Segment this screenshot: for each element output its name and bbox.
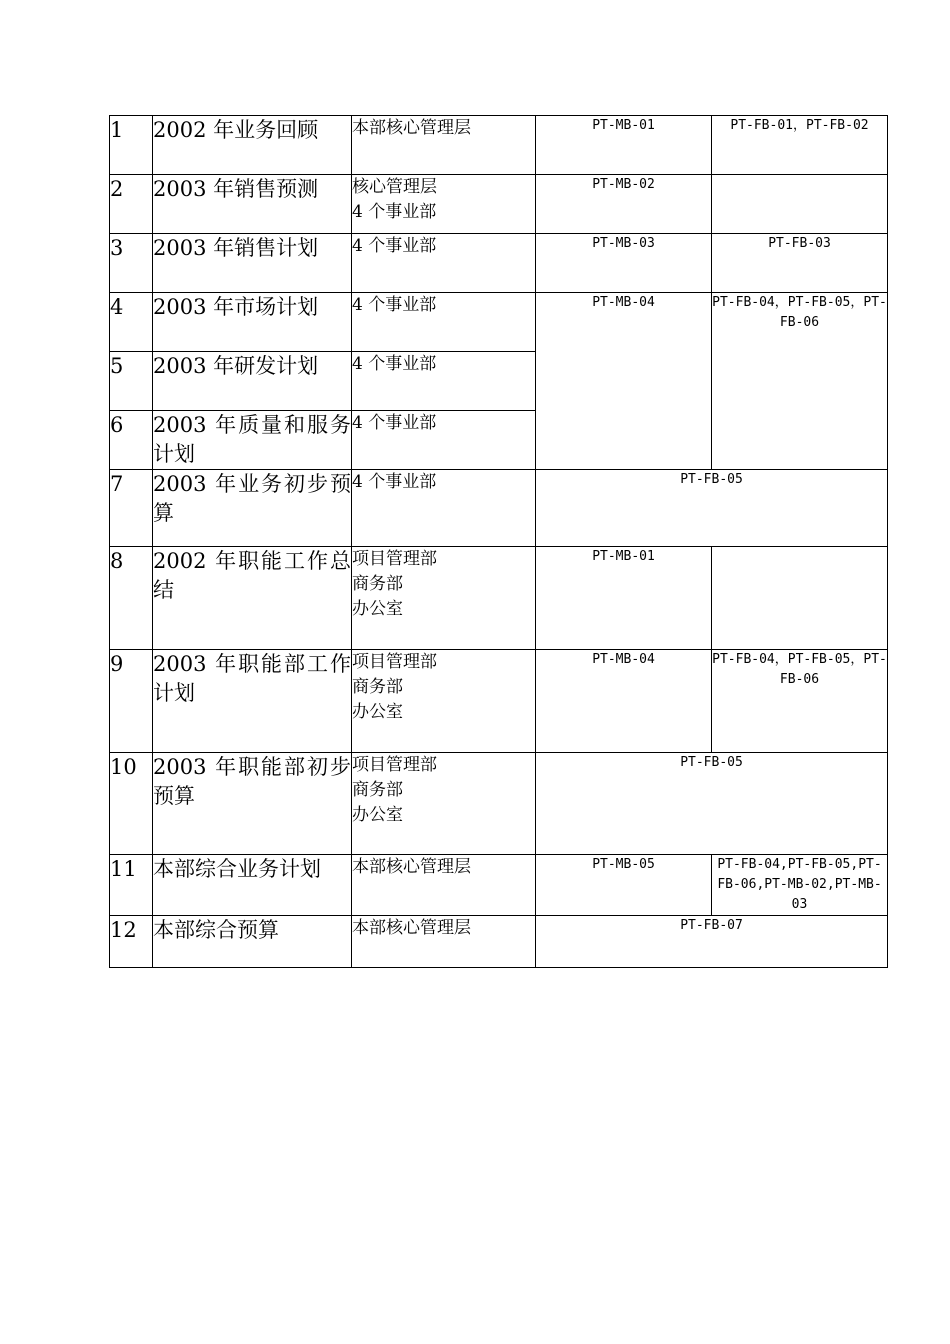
mb-code: PT-MB-04 bbox=[536, 293, 712, 470]
row-number: 7 bbox=[110, 470, 153, 547]
department-name: 4 个事业部 bbox=[352, 354, 437, 374]
department-name: 办公室 bbox=[352, 599, 403, 619]
department-cell bbox=[352, 411, 536, 470]
row-number: 10 bbox=[110, 753, 153, 855]
item-name: 2003 年业务初步预算 bbox=[153, 470, 352, 547]
department-name: 项目管理部 bbox=[352, 652, 437, 672]
item-name: 2003 年职能部初步预算 bbox=[153, 753, 352, 855]
item-name: 2003 年职能部工作计划 bbox=[153, 650, 352, 753]
item-name: 2003 年销售计划 bbox=[153, 234, 352, 293]
plan-table bbox=[109, 115, 888, 968]
row-number: 8 bbox=[110, 547, 153, 650]
table-row bbox=[110, 293, 888, 352]
row-number: 12 bbox=[110, 916, 153, 968]
row-number: 11 bbox=[110, 855, 153, 916]
fb-code: PT-FB-04,PT-FB-05,PT-FB-06,PT-MB-02,PT-MB-03 bbox=[712, 855, 888, 916]
item-name: 本部综合预算 bbox=[153, 916, 352, 968]
fb-code bbox=[712, 547, 888, 650]
department-cell bbox=[352, 916, 536, 968]
merged-code: PT-FB-05 bbox=[536, 753, 888, 855]
row-number: 4 bbox=[110, 293, 153, 352]
department-name: 商务部 bbox=[352, 574, 403, 594]
item-name: 2003 年质量和服务计划 bbox=[153, 411, 352, 470]
table-row bbox=[110, 175, 888, 234]
row-number: 2 bbox=[110, 175, 153, 234]
department-name: 4 个事业部 bbox=[352, 295, 437, 315]
row-number: 5 bbox=[110, 352, 153, 411]
table-row bbox=[110, 470, 888, 547]
department-name: 本部核心管理层 bbox=[352, 118, 471, 138]
department-cell bbox=[352, 547, 536, 650]
department-name: 4 个事业部 bbox=[352, 472, 437, 492]
fb-code: PT-FB-03 bbox=[712, 234, 888, 293]
merged-code: PT-FB-05 bbox=[536, 470, 888, 547]
department-cell bbox=[352, 352, 536, 411]
mb-code: PT-MB-03 bbox=[536, 234, 712, 293]
merged-code: PT-FB-07 bbox=[536, 916, 888, 968]
department-cell bbox=[352, 293, 536, 352]
fb-code bbox=[712, 175, 888, 234]
item-name: 2002 年职能工作总结 bbox=[153, 547, 352, 650]
department-name: 4 个事业部 bbox=[352, 202, 437, 222]
row-number: 3 bbox=[110, 234, 153, 293]
row-number: 9 bbox=[110, 650, 153, 753]
table-row bbox=[110, 234, 888, 293]
fb-code: PT-FB-04，PT-FB-05，PT-FB-06 bbox=[712, 293, 888, 470]
department-name: 核心管理层 bbox=[352, 177, 437, 197]
department-name: 本部核心管理层 bbox=[352, 918, 471, 938]
table-row bbox=[110, 116, 888, 175]
table-row bbox=[110, 753, 888, 855]
department-cell bbox=[352, 116, 536, 175]
department-name: 办公室 bbox=[352, 805, 403, 825]
department-name: 项目管理部 bbox=[352, 755, 437, 775]
item-name: 2003 年销售预测 bbox=[153, 175, 352, 234]
item-name: 2002 年业务回顾 bbox=[153, 116, 352, 175]
table-row bbox=[110, 650, 888, 753]
department-cell bbox=[352, 855, 536, 916]
mb-code: PT-MB-01 bbox=[536, 116, 712, 175]
department-cell bbox=[352, 650, 536, 753]
department-name: 本部核心管理层 bbox=[352, 857, 471, 877]
mb-code: PT-MB-01 bbox=[536, 547, 712, 650]
department-name: 4 个事业部 bbox=[352, 413, 437, 433]
department-name: 办公室 bbox=[352, 702, 403, 722]
mb-code: PT-MB-02 bbox=[536, 175, 712, 234]
department-cell bbox=[352, 175, 536, 234]
row-number: 6 bbox=[110, 411, 153, 470]
table-row bbox=[110, 855, 888, 916]
department-name: 商务部 bbox=[352, 780, 403, 800]
mb-code: PT-MB-04 bbox=[536, 650, 712, 753]
department-name: 项目管理部 bbox=[352, 549, 437, 569]
department-name: 4 个事业部 bbox=[352, 236, 437, 256]
item-name: 本部综合业务计划 bbox=[153, 855, 352, 916]
table-row bbox=[110, 916, 888, 968]
department-cell bbox=[352, 234, 536, 293]
department-cell bbox=[352, 470, 536, 547]
item-name: 2003 年研发计划 bbox=[153, 352, 352, 411]
department-name: 商务部 bbox=[352, 677, 403, 697]
mb-code: PT-MB-05 bbox=[536, 855, 712, 916]
department-cell bbox=[352, 753, 536, 855]
fb-code: PT-FB-04，PT-FB-05，PT-FB-06 bbox=[712, 650, 888, 753]
fb-code: PT-FB-01，PT-FB-02 bbox=[712, 116, 888, 175]
table-row bbox=[110, 547, 888, 650]
item-name: 2003 年市场计划 bbox=[153, 293, 352, 352]
row-number: 1 bbox=[110, 116, 153, 175]
